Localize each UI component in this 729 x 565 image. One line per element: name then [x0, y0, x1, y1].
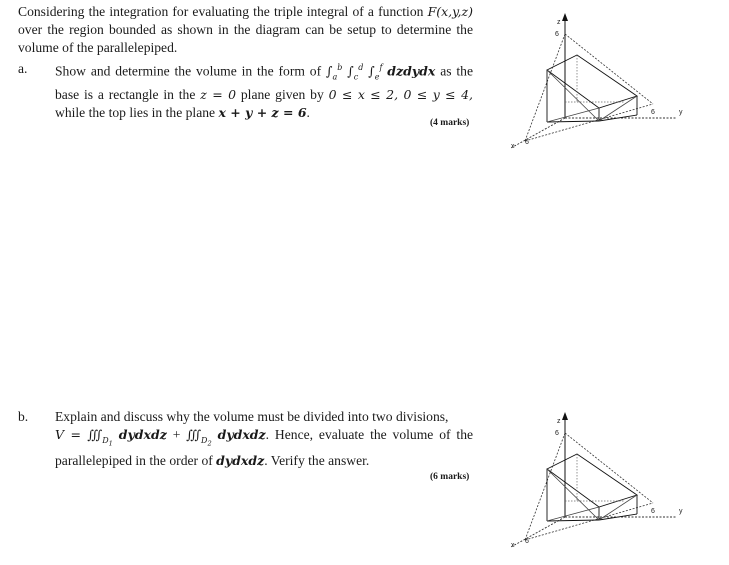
part-b-marks: (6 marks)	[430, 472, 470, 482]
z-axis-arrow-icon	[562, 412, 568, 420]
plane-trace-zx	[525, 433, 565, 540]
face-diagonal-2	[547, 507, 599, 521]
face-diagonal-2	[547, 108, 599, 122]
y-axis-label: y	[679, 109, 683, 116]
y-tick-6: 6	[651, 109, 655, 116]
y-tick-6: 6	[651, 508, 655, 515]
part-a-label: a.	[18, 61, 28, 76]
parallelepiped-diagram-a	[495, 8, 695, 158]
plane-trace-zy	[565, 34, 653, 104]
z-axis-arrow-icon	[562, 13, 568, 21]
z-axis-label: z	[557, 19, 561, 26]
plane-trace-xy	[525, 104, 653, 141]
x-axis	[511, 517, 565, 547]
face-diagonal-1	[547, 469, 599, 520]
plane-trace-zx	[525, 34, 565, 141]
face-diagonal-3	[599, 96, 637, 121]
top-face	[547, 55, 637, 108]
y-axis-label: y	[679, 508, 683, 515]
x-tick-6: 6	[525, 538, 529, 545]
base-front	[547, 520, 599, 521]
x-axis-label: x	[511, 542, 515, 549]
x-tick-6: 6	[525, 139, 529, 146]
top-face	[547, 454, 637, 507]
plane-trace-xy	[525, 503, 653, 540]
part-b-label: b.	[18, 409, 29, 424]
z-tick-6: 6	[555, 31, 559, 38]
face-diagonal-3	[599, 495, 637, 520]
plane-trace-zy	[565, 433, 653, 503]
part-a-marks: (4 marks)	[430, 118, 470, 128]
parallelepiped-diagram-b	[495, 407, 695, 557]
part-a-text: Show and determine the volume in the form of $\int_a^b$ $\int_c^d$ $\int_e^f$ dzdydx as the base is a rectangle in the z = 0 plane given by 0 ≤ x ≤ 2, 0 ≤ y ≤ 4, while the top lies in the plane x + y + z = 6.	[55, 63, 473, 121]
part-b-text: Explain and discuss why the volume must be divided into two divisions, $V = ∭_{D_1}$ dydxdz + $∭_{D_2}$ dydxdz. Hence, evaluate the volume of the parallelepiped in the order of dydxdz. Verify the answer.	[55, 409, 474, 469]
face-diagonal-1	[547, 70, 599, 121]
x-axis-label: x	[511, 143, 515, 150]
z-tick-6: 6	[555, 430, 559, 437]
base-front	[547, 121, 599, 122]
intro-paragraph: Considering the integration for evaluating the triple integral of a function F(x,y,z) over the region bounded as shown in the diagram can be setup to determine the volume of the parallelepiped.	[18, 4, 473, 55]
z-axis-label: z	[557, 418, 561, 425]
x-axis	[511, 118, 565, 148]
